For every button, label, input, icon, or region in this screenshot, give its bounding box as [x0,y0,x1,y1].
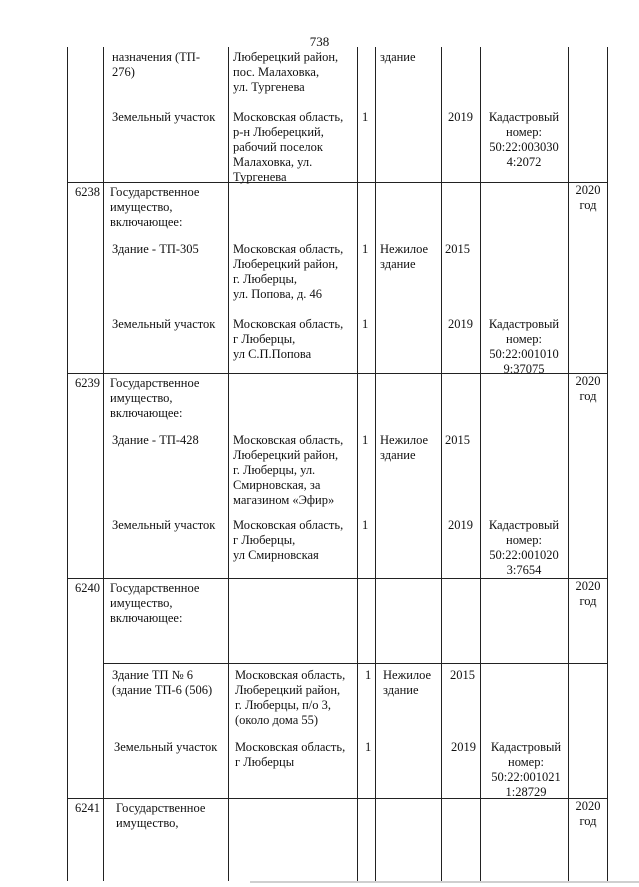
object-name: Здание - ТП-428 [112,433,199,447]
cadastral-number: Кадастровый номер: 50:22:003030 4:2072 [488,110,560,169]
row-number: 6240 [75,581,100,595]
object-year: 2015 [445,433,470,447]
page-number: 738 [309,34,330,49]
end-year: 2020 год [575,799,601,828]
object-quantity: 1 [362,110,369,124]
cadastral-number: Кадастровый номер: 50:22:001020 3:7654 [488,518,560,577]
object-name: Земельный участок [112,317,216,331]
object-year: 2019 [451,740,476,754]
object-quantity: 1 [365,668,372,682]
grid-line [67,47,68,881]
end-year: 2020 год [575,374,601,403]
grid-line [228,47,229,881]
row-number: 6238 [75,185,100,199]
object-quantity: 1 [362,518,369,532]
object-quantity: 1 [362,433,369,447]
object-name: Земельный участок [114,740,218,754]
cadastral-number: Кадастровый номер: 50:22:001021 1:28729 [490,740,562,799]
object-address: Московская область, Люберецкий район, г. Люберцы, ул. Смирновская, за магазином «Эфир» [233,433,344,507]
object-type: Нежилое здание [383,668,432,697]
grid-line [67,578,608,579]
object-quantity: 1 [365,740,372,754]
object-address: Люберецкий район, пос. Малаховка, ул. Тургенева [233,50,339,94]
object-address: Московская область, Люберецкий район, г. Люберцы, п/о 3, (около дома 55) [235,668,346,727]
scan-edge [250,881,639,883]
object-type: Нежилое здание [380,433,429,462]
object-name: назначения (ТП- 276) [112,50,200,79]
object-address: Московская область, Люберецкий район, г. Люберцы, ул. Попова, д. 46 [233,242,344,301]
object-year: 2019 [448,518,473,532]
object-name: Государственное имущество, [116,801,206,830]
object-year: 2015 [450,668,475,682]
object-name: Государственное имущество, включающее: [110,185,200,229]
row-number: 6241 [75,801,100,815]
grid-line [480,47,481,881]
object-year: 2019 [448,317,473,331]
object-type: здание [380,50,416,64]
grid-line [103,47,104,881]
row-number: 6239 [75,376,100,390]
object-address: Московская область, р-н Люберецкий, рабочий поселок Малаховка, ул. Тургенева [233,110,344,184]
object-name: Земельный участок [112,518,216,532]
object-quantity: 1 [362,317,369,331]
object-address: Московская область, г Люберцы [235,740,346,769]
object-year: 2015 [445,242,470,256]
cadastral-number: Кадастровый номер: 50:22:001010 9:37075 [488,317,560,376]
object-name: Государственное имущество, включающее: [110,581,200,625]
grid-line [441,47,442,881]
grid-line [103,663,608,664]
object-name: Здание - ТП-305 [112,242,199,256]
grid-line [607,47,608,881]
object-quantity: 1 [362,242,369,256]
object-address: Московская область, г Люберцы, ул С.П.Попова [233,317,344,361]
object-type: Нежилое здание [380,242,429,271]
object-name: Здание ТП № 6 (здание ТП-6 (506) [112,668,213,697]
object-name: Государственное имущество, включающее: [110,376,200,420]
end-year: 2020 год [575,183,601,212]
grid-line [375,47,376,881]
object-name: Земельный участок [112,110,216,124]
grid-line [357,47,358,881]
object-year: 2019 [448,110,473,124]
object-address: Московская область, г Люберцы, ул Смирновская [233,518,344,562]
end-year: 2020 год [575,579,601,608]
